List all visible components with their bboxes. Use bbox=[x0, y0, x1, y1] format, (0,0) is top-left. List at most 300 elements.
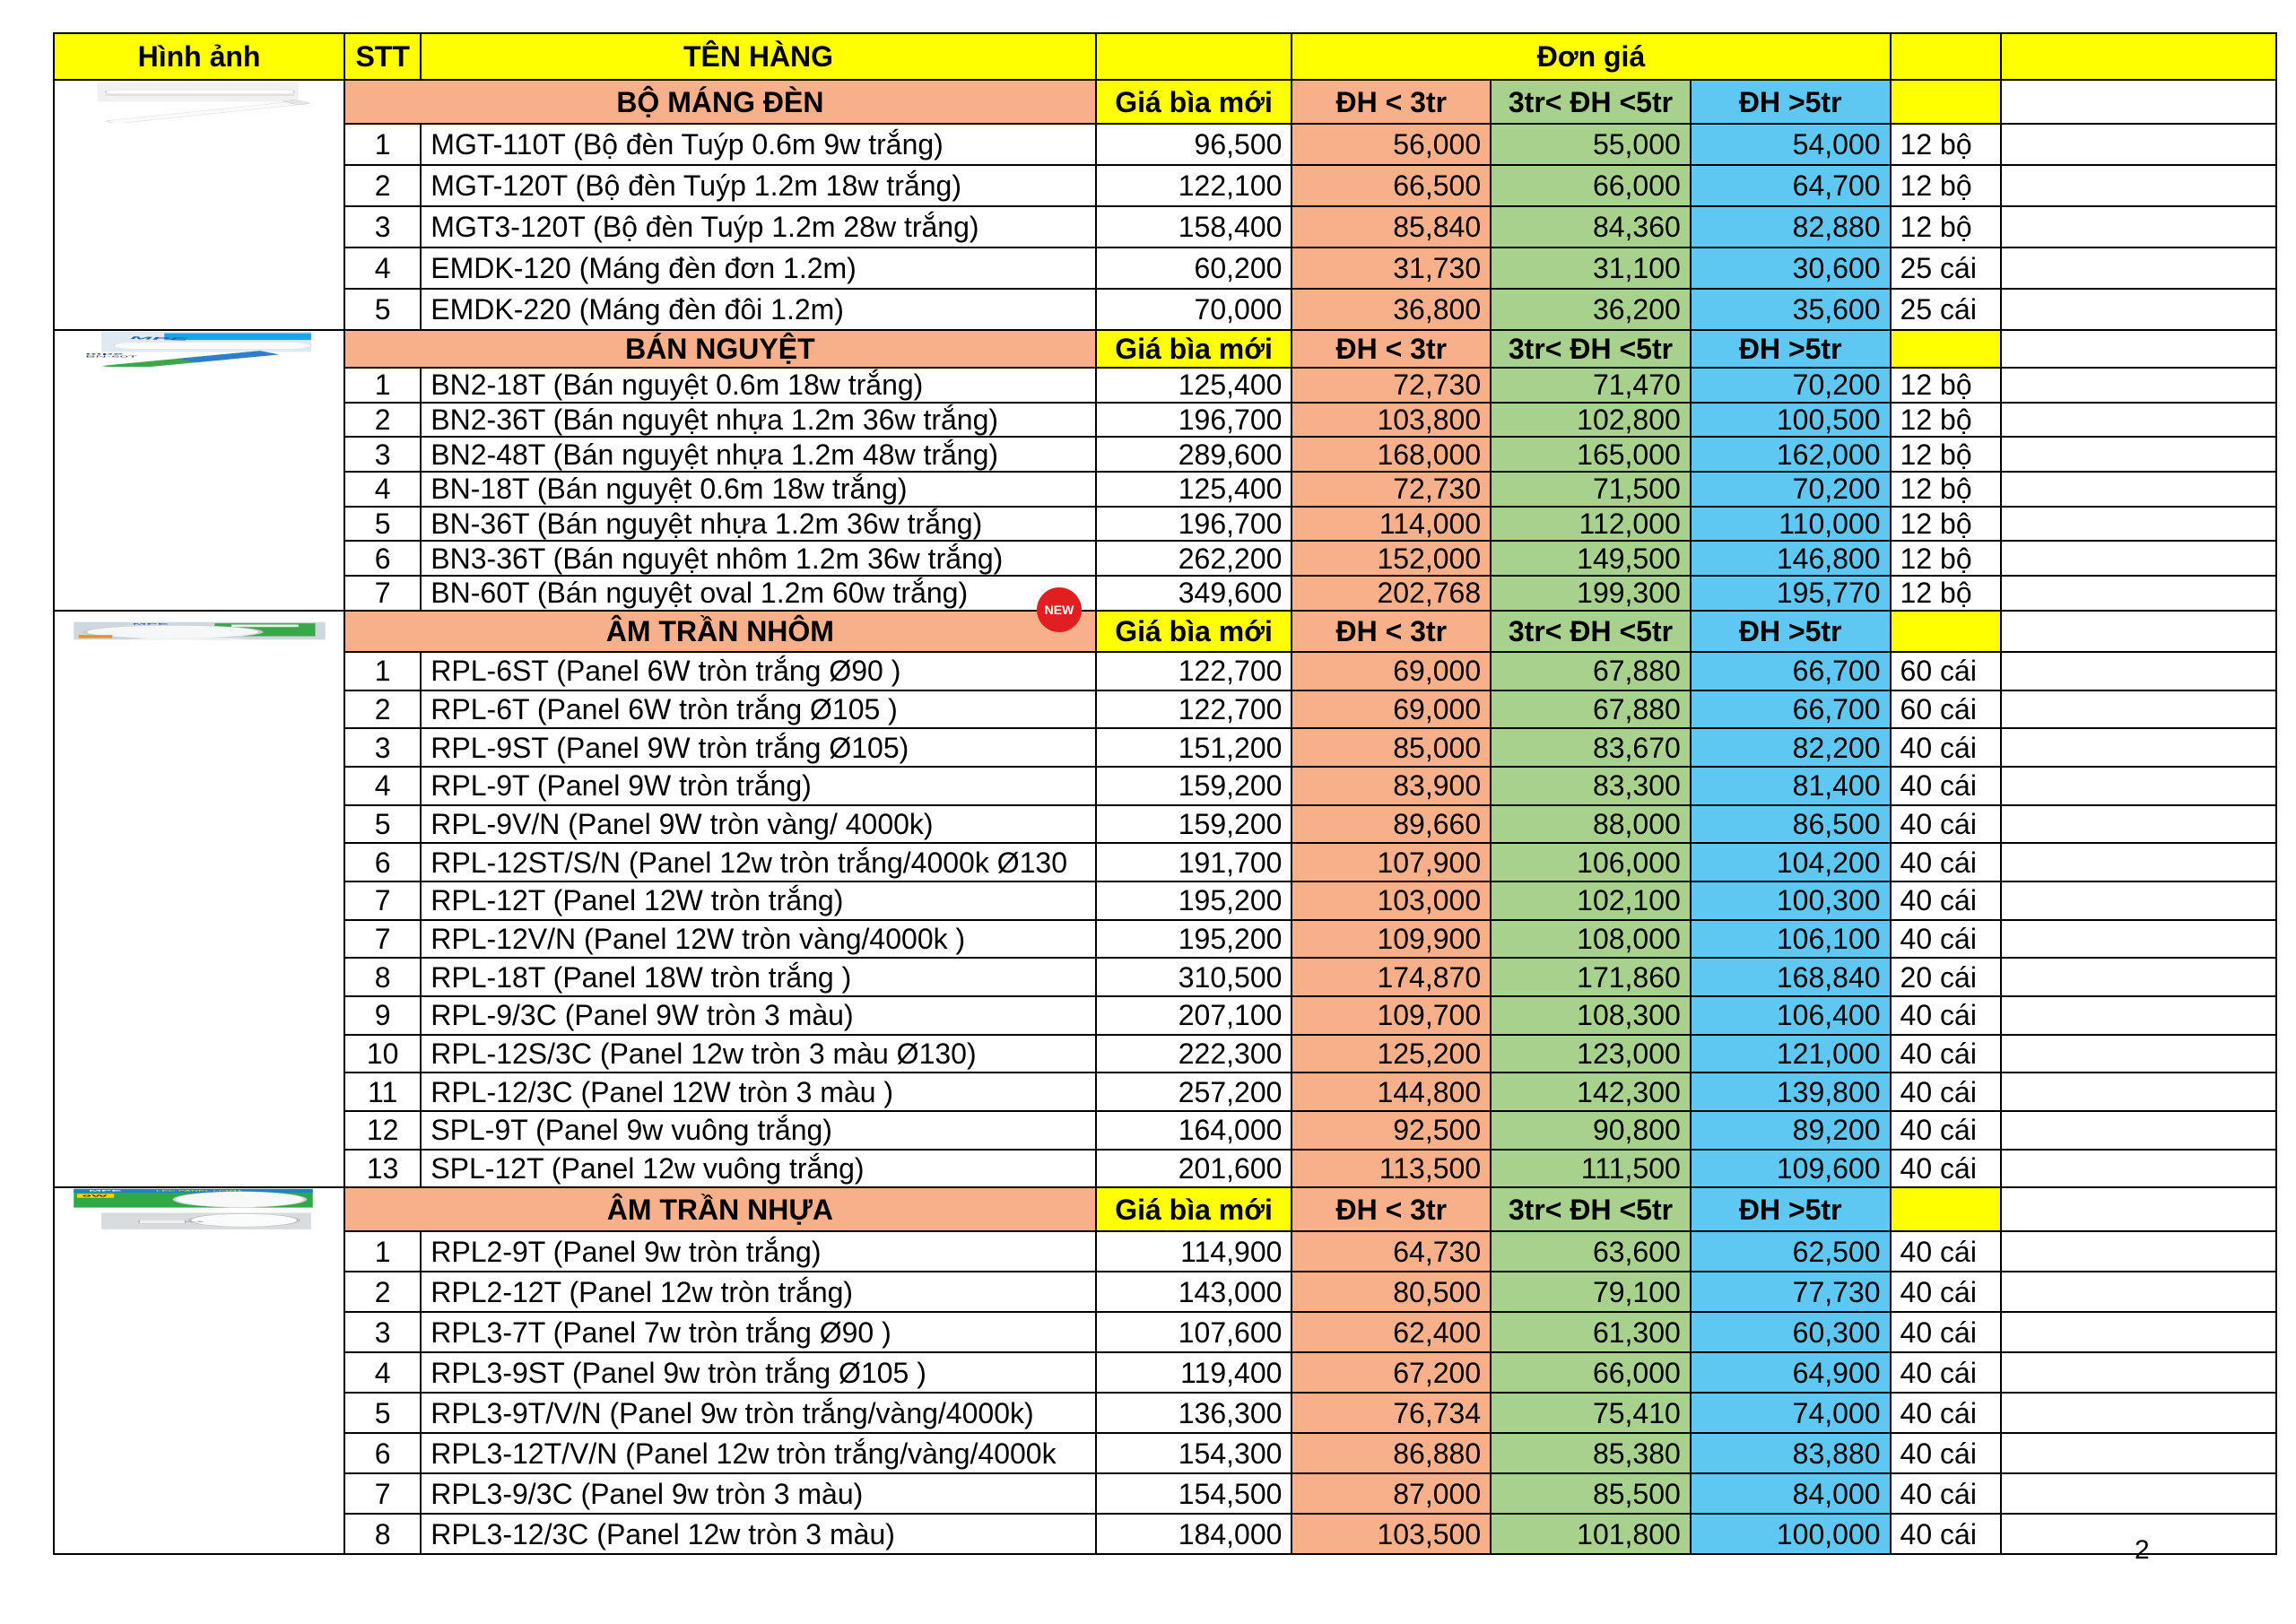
row-unit: 40 cái bbox=[1891, 728, 2001, 767]
svg-text:MPE: MPE bbox=[127, 335, 191, 342]
section-group-am-tran-nhom bbox=[54, 611, 2276, 1188]
row-extra-cell bbox=[2001, 576, 2276, 611]
row-stt: 7 bbox=[344, 1473, 421, 1514]
row-price-tier3: 60,300 bbox=[1691, 1312, 1891, 1352]
row-gia-bia: 122,100 bbox=[1096, 165, 1292, 206]
row-price-tier2: 85,380 bbox=[1491, 1433, 1691, 1473]
table-row bbox=[54, 728, 2276, 767]
row-price-tier1: 85,840 bbox=[1292, 206, 1491, 248]
row-price-tier3: 139,800 bbox=[1691, 1073, 1891, 1111]
row-unit: 12 bộ bbox=[1891, 507, 2001, 542]
row-price-tier2: 67,880 bbox=[1491, 652, 1691, 690]
row-extra-cell bbox=[2001, 368, 2276, 403]
row-price-tier3: 86,500 bbox=[1691, 805, 1891, 844]
row-price-tier1: 103,000 bbox=[1292, 881, 1491, 920]
row-price-tier2: 171,860 bbox=[1491, 958, 1691, 996]
row-price-tier3: 62,500 bbox=[1691, 1231, 1891, 1272]
header-hinh-anh: Hình ảnh bbox=[54, 33, 344, 80]
row-price-tier1: 89,660 bbox=[1292, 805, 1491, 844]
section-extra-cell bbox=[2001, 1187, 2276, 1231]
row-extra-cell bbox=[2001, 437, 2276, 472]
row-unit: 60 cái bbox=[1891, 652, 2001, 690]
row-extra-cell bbox=[2001, 1312, 2276, 1352]
row-price-tier2: 31,100 bbox=[1491, 248, 1691, 289]
row-price-tier3: 66,700 bbox=[1691, 652, 1891, 690]
row-price-tier2: 123,000 bbox=[1491, 1035, 1691, 1073]
row-price-tier1: 174,870 bbox=[1292, 958, 1491, 996]
row-price-tier3: 100,500 bbox=[1691, 403, 1891, 438]
header-blank-1 bbox=[1096, 33, 1292, 80]
row-gia-bia: 60,200 bbox=[1096, 248, 1292, 289]
row-price-tier3: 100,300 bbox=[1691, 881, 1891, 920]
row-price-tier2: 83,670 bbox=[1491, 728, 1691, 767]
row-gia-bia: 222,300 bbox=[1096, 1035, 1292, 1073]
product-image-cell bbox=[54, 611, 344, 1188]
row-price-tier3: 106,400 bbox=[1691, 996, 1891, 1035]
row-extra-cell bbox=[2001, 206, 2276, 248]
row-product-name: MGT3-120T (Bộ đèn Tuýp 1.2m 28w trắng) bbox=[421, 206, 1095, 248]
section-tier3-label: ĐH >5tr bbox=[1691, 1187, 1891, 1231]
header-group bbox=[54, 33, 2276, 80]
row-unit: 40 cái bbox=[1891, 1393, 2001, 1433]
table-row bbox=[54, 472, 2276, 507]
row-stt: 11 bbox=[344, 1073, 421, 1111]
row-price-tier2: 101,800 bbox=[1491, 1514, 1691, 1554]
row-unit: 12 bộ bbox=[1891, 437, 2001, 472]
row-product-name: RPL-9V/N (Panel 9W tròn vàng/ 4000k) bbox=[421, 805, 1095, 844]
row-price-tier3: 35,600 bbox=[1691, 289, 1891, 330]
row-product-name: RPL3-9T/V/N (Panel 9w tròn trắng/vàng/4000k) bbox=[421, 1393, 1095, 1433]
section-extra-cell bbox=[2001, 330, 2276, 368]
row-stt: 8 bbox=[344, 1514, 421, 1554]
section-tier2-label: 3tr< ĐH <5tr bbox=[1491, 611, 1691, 652]
row-extra-cell bbox=[2001, 472, 2276, 507]
row-product-name: RPL-12V/N (Panel 12W tròn vàng/4000k ) bbox=[421, 920, 1095, 959]
row-price-tier1: 152,000 bbox=[1292, 541, 1491, 576]
product-image-cell bbox=[54, 330, 344, 611]
row-product-name: RPL-6T (Panel 6W tròn trắng Ø105 ) bbox=[421, 690, 1095, 729]
row-gia-bia: 151,200 bbox=[1096, 728, 1292, 767]
row-product-name: RPL-9ST (Panel 9W tròn trắng Ø105) bbox=[421, 728, 1095, 767]
row-price-tier3: 64,700 bbox=[1691, 165, 1891, 206]
row-stt: 3 bbox=[344, 728, 421, 767]
section-gia-bia-label: Giá bìa mới bbox=[1096, 611, 1292, 652]
row-product-name: RPL-12T (Panel 12W tròn trắng) bbox=[421, 881, 1095, 920]
row-gia-bia: 158,400 bbox=[1096, 206, 1292, 248]
row-gia-bia: 164,000 bbox=[1096, 1111, 1292, 1150]
row-price-tier2: 90,800 bbox=[1491, 1111, 1691, 1150]
section-header-row bbox=[54, 611, 2276, 652]
svg-text:MPE: MPE bbox=[132, 623, 170, 625]
table-row bbox=[54, 881, 2276, 920]
row-unit: 12 bộ bbox=[1891, 368, 2001, 403]
row-price-tier1: 168,000 bbox=[1292, 437, 1491, 472]
row-price-tier3: 64,900 bbox=[1691, 1352, 1891, 1393]
row-product-name: RPL-12ST/S/N (Panel 12w tròn trắng/4000k Ø130 bbox=[421, 843, 1095, 881]
section-extra-cell bbox=[2001, 80, 2276, 124]
row-stt: 4 bbox=[344, 472, 421, 507]
row-price-tier1: 87,000 bbox=[1292, 1473, 1491, 1514]
row-gia-bia: 122,700 bbox=[1096, 690, 1292, 729]
row-extra-cell bbox=[2001, 403, 2276, 438]
row-price-tier1: 86,880 bbox=[1292, 1433, 1491, 1473]
table-row bbox=[54, 652, 2276, 690]
row-extra-cell bbox=[2001, 1473, 2276, 1514]
table-row bbox=[54, 1073, 2276, 1111]
row-price-tier3: 168,840 bbox=[1691, 958, 1891, 996]
row-price-tier2: 142,300 bbox=[1491, 1073, 1691, 1111]
row-price-tier3: 100,000 bbox=[1691, 1514, 1891, 1554]
row-extra-cell bbox=[2001, 805, 2276, 844]
row-price-tier2: 55,000 bbox=[1491, 124, 1691, 165]
row-gia-bia: 125,400 bbox=[1096, 368, 1292, 403]
row-gia-bia: 70,000 bbox=[1096, 289, 1292, 330]
section-tier1-label: ĐH < 3tr bbox=[1292, 330, 1491, 368]
row-price-tier3: 195,770 bbox=[1691, 576, 1891, 611]
table-row bbox=[54, 289, 2276, 330]
row-price-tier3: 54,000 bbox=[1691, 124, 1891, 165]
row-product-name: MGT-120T (Bộ đèn Tuýp 1.2m 18w trắng) bbox=[421, 165, 1095, 206]
table-row bbox=[54, 541, 2276, 576]
row-stt: 7 bbox=[344, 576, 421, 611]
row-product-name: RPL3-12T/V/N (Panel 12w tròn trắng/vàng/4000k bbox=[421, 1433, 1095, 1473]
table-row bbox=[54, 843, 2276, 881]
row-product-name: MGT-110T (Bộ đèn Tuýp 0.6m 9w trắng) bbox=[421, 124, 1095, 165]
row-gia-bia: 195,200 bbox=[1096, 881, 1292, 920]
svg-text:9W: 9W bbox=[82, 1194, 108, 1198]
table-row bbox=[54, 437, 2276, 472]
row-price-tier1: 69,000 bbox=[1292, 690, 1491, 729]
row-stt: 10 bbox=[344, 1035, 421, 1073]
row-extra-cell bbox=[2001, 767, 2276, 805]
row-price-tier3: 82,880 bbox=[1691, 206, 1891, 248]
row-product-name: BN3-36T (Bán nguyệt nhôm 1.2m 36w trắng) bbox=[421, 541, 1095, 576]
row-gia-bia: 154,500 bbox=[1096, 1473, 1292, 1514]
section-tier1-label: ĐH < 3tr bbox=[1292, 80, 1491, 124]
row-price-tier1: 109,900 bbox=[1292, 920, 1491, 959]
row-price-tier1: 66,500 bbox=[1292, 165, 1491, 206]
row-gia-bia: 201,600 bbox=[1096, 1150, 1292, 1188]
row-price-tier1: 56,000 bbox=[1292, 124, 1491, 165]
table-row bbox=[54, 690, 2276, 729]
header-blank-3 bbox=[2001, 33, 2276, 80]
row-price-tier1: 83,900 bbox=[1292, 767, 1491, 805]
row-unit: 12 bộ bbox=[1891, 403, 2001, 438]
row-product-name: BN-36T (Bán nguyệt nhựa 1.2m 36w trắng) bbox=[421, 507, 1095, 542]
section-group-ban-nguyet bbox=[54, 330, 2276, 611]
row-extra-cell bbox=[2001, 1272, 2276, 1312]
section-tier3-label: ĐH >5tr bbox=[1691, 611, 1891, 652]
row-gia-bia: 159,200 bbox=[1096, 805, 1292, 844]
row-price-tier3: 104,200 bbox=[1691, 843, 1891, 881]
row-unit: 40 cái bbox=[1891, 1514, 2001, 1554]
row-stt: 5 bbox=[344, 1393, 421, 1433]
section-group-may-den bbox=[54, 80, 2276, 330]
row-unit: 12 bộ bbox=[1891, 576, 2001, 611]
row-price-tier1: 64,730 bbox=[1292, 1231, 1491, 1272]
row-product-name: RPL3-12/3C (Panel 12w tròn 3 màu) bbox=[421, 1514, 1095, 1554]
row-price-tier3: 109,600 bbox=[1691, 1150, 1891, 1188]
row-price-tier2: 112,000 bbox=[1491, 507, 1691, 542]
row-extra-cell bbox=[2001, 1231, 2276, 1272]
row-price-tier3: 110,000 bbox=[1691, 507, 1891, 542]
row-unit: 40 cái bbox=[1891, 1312, 2001, 1352]
row-extra-cell bbox=[2001, 1150, 2276, 1188]
row-extra-cell bbox=[2001, 1035, 2276, 1073]
row-price-tier2: 88,000 bbox=[1491, 805, 1691, 844]
row-stt: 2 bbox=[344, 1272, 421, 1312]
svg-text:MPE: MPE bbox=[89, 1190, 122, 1193]
row-product-name: RPL-9T (Panel 9W tròn trắng) bbox=[421, 767, 1095, 805]
section-tier3-label: ĐH >5tr bbox=[1691, 330, 1891, 368]
row-gia-bia: 289,600 bbox=[1096, 437, 1292, 472]
row-unit: 40 cái bbox=[1891, 996, 2001, 1035]
section-title: ÂM TRẦN NHỰA bbox=[344, 1187, 1096, 1231]
row-price-tier1: 31,730 bbox=[1292, 248, 1491, 289]
row-stt: 3 bbox=[344, 1312, 421, 1352]
row-product-name: RPL2-9T (Panel 9w tròn trắng) bbox=[421, 1231, 1095, 1272]
row-price-tier3: 30,600 bbox=[1691, 248, 1891, 289]
table-row bbox=[54, 1150, 2276, 1188]
table-row bbox=[54, 1514, 2276, 1554]
row-product-name: BN-18T (Bán nguyệt 0.6m 18w trắng) bbox=[421, 472, 1095, 507]
round-panel-plastic-image bbox=[64, 1188, 335, 1230]
row-gia-bia: 136,300 bbox=[1096, 1393, 1292, 1433]
row-product-name: BN2-18T (Bán nguyệt 0.6m 18w trắng) bbox=[421, 368, 1095, 403]
row-product-name: EMDK-220 (Máng đèn đôi 1.2m) bbox=[421, 289, 1095, 330]
row-price-tier2: 165,000 bbox=[1491, 437, 1691, 472]
row-gia-bia: 195,200 bbox=[1096, 920, 1292, 959]
row-price-tier2: 199,300 bbox=[1491, 576, 1691, 611]
table-row bbox=[54, 767, 2276, 805]
row-stt: 1 bbox=[344, 652, 421, 690]
row-extra-cell bbox=[2001, 843, 2276, 881]
section-title: BÁN NGUYỆT bbox=[344, 330, 1096, 368]
table-row bbox=[54, 958, 2276, 996]
row-stt: 1 bbox=[344, 368, 421, 403]
row-gia-bia: 196,700 bbox=[1096, 507, 1292, 542]
header-ten-hang: TÊN HÀNG bbox=[421, 33, 1095, 80]
section-header-row bbox=[54, 80, 2276, 124]
row-stt: 5 bbox=[344, 507, 421, 542]
row-price-tier3: 77,730 bbox=[1691, 1272, 1891, 1312]
row-stt: 1 bbox=[344, 1231, 421, 1272]
row-price-tier1: 202,768 bbox=[1292, 576, 1491, 611]
row-stt: 12 bbox=[344, 1111, 421, 1150]
table-row bbox=[54, 1393, 2276, 1433]
row-gia-bia: 96,500 bbox=[1096, 124, 1292, 165]
row-price-tier1: 92,500 bbox=[1292, 1111, 1491, 1150]
table-row bbox=[54, 805, 2276, 844]
row-stt: 6 bbox=[344, 541, 421, 576]
section-tier2-label: 3tr< ĐH <5tr bbox=[1491, 330, 1691, 368]
header-blank-2 bbox=[1891, 33, 2001, 80]
row-product-name: SPL-12T (Panel 12w vuông trắng) bbox=[421, 1150, 1095, 1188]
row-price-tier2: 71,470 bbox=[1491, 368, 1691, 403]
row-price-tier3: 89,200 bbox=[1691, 1111, 1891, 1150]
section-title: ÂM TRẦN NHÔM bbox=[344, 611, 1096, 652]
table-row bbox=[54, 1035, 2276, 1073]
row-unit: 40 cái bbox=[1891, 843, 2001, 881]
section-blank-cell bbox=[1891, 611, 2001, 652]
table-row bbox=[54, 1111, 2276, 1150]
row-unit: 40 cái bbox=[1891, 1073, 2001, 1111]
row-price-tier1: 125,200 bbox=[1292, 1035, 1491, 1073]
row-unit: 12 bộ bbox=[1891, 206, 2001, 248]
row-extra-cell bbox=[2001, 248, 2276, 289]
row-price-tier3: 106,100 bbox=[1691, 920, 1891, 959]
row-extra-cell bbox=[2001, 1433, 2276, 1473]
row-stt: 3 bbox=[344, 206, 421, 248]
row-stt: 4 bbox=[344, 248, 421, 289]
row-price-tier1: 76,734 bbox=[1292, 1393, 1491, 1433]
section-tier1-label: ĐH < 3tr bbox=[1292, 1187, 1491, 1231]
row-price-tier2: 71,500 bbox=[1491, 472, 1691, 507]
row-product-name: RPL3-7T (Panel 7w tròn trắng Ø90 ) bbox=[421, 1312, 1095, 1352]
row-price-tier1: 109,700 bbox=[1292, 996, 1491, 1035]
row-gia-bia: 207,100 bbox=[1096, 996, 1292, 1035]
section-header-row bbox=[54, 330, 2276, 368]
row-price-tier2: 66,000 bbox=[1491, 1352, 1691, 1393]
section-header-row bbox=[54, 1187, 2276, 1231]
row-price-tier3: 66,700 bbox=[1691, 690, 1891, 729]
table-row bbox=[54, 1231, 2276, 1272]
row-gia-bia: 184,000 bbox=[1096, 1514, 1292, 1554]
table-row bbox=[54, 576, 2276, 611]
row-unit: 40 cái bbox=[1891, 1473, 2001, 1514]
table-row bbox=[54, 1433, 2276, 1473]
row-price-tier2: 36,200 bbox=[1491, 289, 1691, 330]
table-row bbox=[54, 403, 2276, 438]
section-title: BỘ MÁNG ĐÈN bbox=[344, 80, 1096, 124]
section-tier1-label: ĐH < 3tr bbox=[1292, 611, 1491, 652]
row-price-tier3: 146,800 bbox=[1691, 541, 1891, 576]
row-gia-bia: 310,500 bbox=[1096, 958, 1292, 996]
row-stt: 2 bbox=[344, 165, 421, 206]
page-number: 2 bbox=[2135, 1535, 2150, 1565]
row-unit: 25 cái bbox=[1891, 289, 2001, 330]
row-extra-cell bbox=[2001, 996, 2276, 1035]
row-extra-cell bbox=[2001, 1393, 2276, 1433]
table-row bbox=[54, 1312, 2276, 1352]
row-price-tier2: 111,500 bbox=[1491, 1150, 1691, 1188]
section-group-am-tran-nhua bbox=[54, 1187, 2276, 1554]
table-row bbox=[54, 1473, 2276, 1514]
row-price-tier1: 36,800 bbox=[1292, 289, 1491, 330]
row-price-tier1: 80,500 bbox=[1292, 1272, 1491, 1312]
row-stt: 2 bbox=[344, 690, 421, 729]
row-price-tier3: 121,000 bbox=[1691, 1035, 1891, 1073]
row-extra-cell bbox=[2001, 920, 2276, 959]
row-price-tier1: 69,000 bbox=[1292, 652, 1491, 690]
row-price-tier2: 102,100 bbox=[1491, 881, 1691, 920]
row-unit: 40 cái bbox=[1891, 1150, 2001, 1188]
row-unit: 25 cái bbox=[1891, 248, 2001, 289]
row-price-tier3: 82,200 bbox=[1691, 728, 1891, 767]
row-unit: 20 cái bbox=[1891, 958, 2001, 996]
row-product-name: SPL-9T (Panel 9w vuông trắng) bbox=[421, 1111, 1095, 1150]
row-extra-cell bbox=[2001, 1073, 2276, 1111]
row-price-tier2: 61,300 bbox=[1491, 1312, 1691, 1352]
row-extra-cell bbox=[2001, 165, 2276, 206]
row-stt: 4 bbox=[344, 767, 421, 805]
row-unit: 12 bộ bbox=[1891, 472, 2001, 507]
row-gia-bia: 107,600 bbox=[1096, 1312, 1292, 1352]
row-extra-cell bbox=[2001, 124, 2276, 165]
table-row bbox=[54, 507, 2276, 542]
row-extra-cell bbox=[2001, 541, 2276, 576]
row-product-name: RPL3-9ST (Panel 9w tròn trắng Ø105 ) bbox=[421, 1352, 1095, 1393]
row-price-tier3: 83,880 bbox=[1691, 1433, 1891, 1473]
row-stt: 13 bbox=[344, 1150, 421, 1188]
section-gia-bia-label: Giá bìa mới bbox=[1096, 1187, 1292, 1231]
row-product-name: BN-60T (Bán nguyệt oval 1.2m 60w trắng) bbox=[421, 576, 1095, 611]
table-row bbox=[54, 368, 2276, 403]
section-tier3-label: ĐH >5tr bbox=[1691, 80, 1891, 124]
tube-fixture-image bbox=[64, 81, 335, 123]
row-product-name: RPL-12S/3C (Panel 12w tròn 3 màu Ø130) bbox=[421, 1035, 1095, 1073]
row-price-tier1: 85,000 bbox=[1292, 728, 1491, 767]
row-unit: 60 cái bbox=[1891, 690, 2001, 729]
section-tier2-label: 3tr< ĐH <5tr bbox=[1491, 80, 1691, 124]
row-extra-cell bbox=[2001, 1352, 2276, 1393]
row-gia-bia: 159,200 bbox=[1096, 767, 1292, 805]
row-gia-bia: 154,300 bbox=[1096, 1433, 1292, 1473]
section-blank-cell bbox=[1891, 80, 2001, 124]
row-gia-bia: 262,200 bbox=[1096, 541, 1292, 576]
row-price-tier1: 67,200 bbox=[1292, 1352, 1491, 1393]
row-unit: 40 cái bbox=[1891, 1111, 2001, 1150]
svg-text:mpe: mpe bbox=[85, 352, 124, 356]
row-unit: 40 cái bbox=[1891, 1231, 2001, 1272]
table-row bbox=[54, 206, 2276, 248]
row-product-name: RPL-12/3C (Panel 12W tròn 3 màu ) bbox=[421, 1073, 1095, 1111]
row-product-name: RPL-9/3C (Panel 9W tròn 3 màu) bbox=[421, 996, 1095, 1035]
row-price-tier3: 70,200 bbox=[1691, 368, 1891, 403]
table-row bbox=[54, 165, 2276, 206]
row-product-name: RPL2-12T (Panel 12w tròn trắng) bbox=[421, 1272, 1095, 1312]
row-price-tier2: 108,300 bbox=[1491, 996, 1691, 1035]
table-row bbox=[54, 1272, 2276, 1312]
row-price-tier3: 162,000 bbox=[1691, 437, 1891, 472]
header-row bbox=[54, 33, 2276, 80]
row-stt: 7 bbox=[344, 920, 421, 959]
row-price-tier3: 84,000 bbox=[1691, 1473, 1891, 1514]
product-image-cell bbox=[54, 80, 344, 330]
row-stt: 5 bbox=[344, 805, 421, 844]
row-price-tier1: 113,500 bbox=[1292, 1150, 1491, 1188]
row-product-name: RPL-18T (Panel 18W tròn trắng ) bbox=[421, 958, 1095, 996]
row-price-tier1: 62,400 bbox=[1292, 1312, 1491, 1352]
row-extra-cell bbox=[2001, 652, 2276, 690]
row-extra-cell bbox=[2001, 289, 2276, 330]
row-gia-bia: 143,000 bbox=[1096, 1272, 1292, 1312]
row-stt: 8 bbox=[344, 958, 421, 996]
table-row bbox=[54, 248, 2276, 289]
row-stt: 5 bbox=[344, 289, 421, 330]
row-price-tier2: 66,000 bbox=[1491, 165, 1691, 206]
row-extra-cell bbox=[2001, 958, 2276, 996]
round-panel-aluminium-image bbox=[64, 612, 335, 651]
row-extra-cell bbox=[2001, 728, 2276, 767]
table-row bbox=[54, 1352, 2276, 1393]
row-price-tier3: 74,000 bbox=[1691, 1393, 1891, 1433]
row-price-tier2: 149,500 bbox=[1491, 541, 1691, 576]
row-price-tier1: 103,500 bbox=[1292, 1514, 1491, 1554]
row-price-tier3: 81,400 bbox=[1691, 767, 1891, 805]
row-price-tier2: 106,000 bbox=[1491, 843, 1691, 881]
row-price-tier1: 114,000 bbox=[1292, 507, 1491, 542]
